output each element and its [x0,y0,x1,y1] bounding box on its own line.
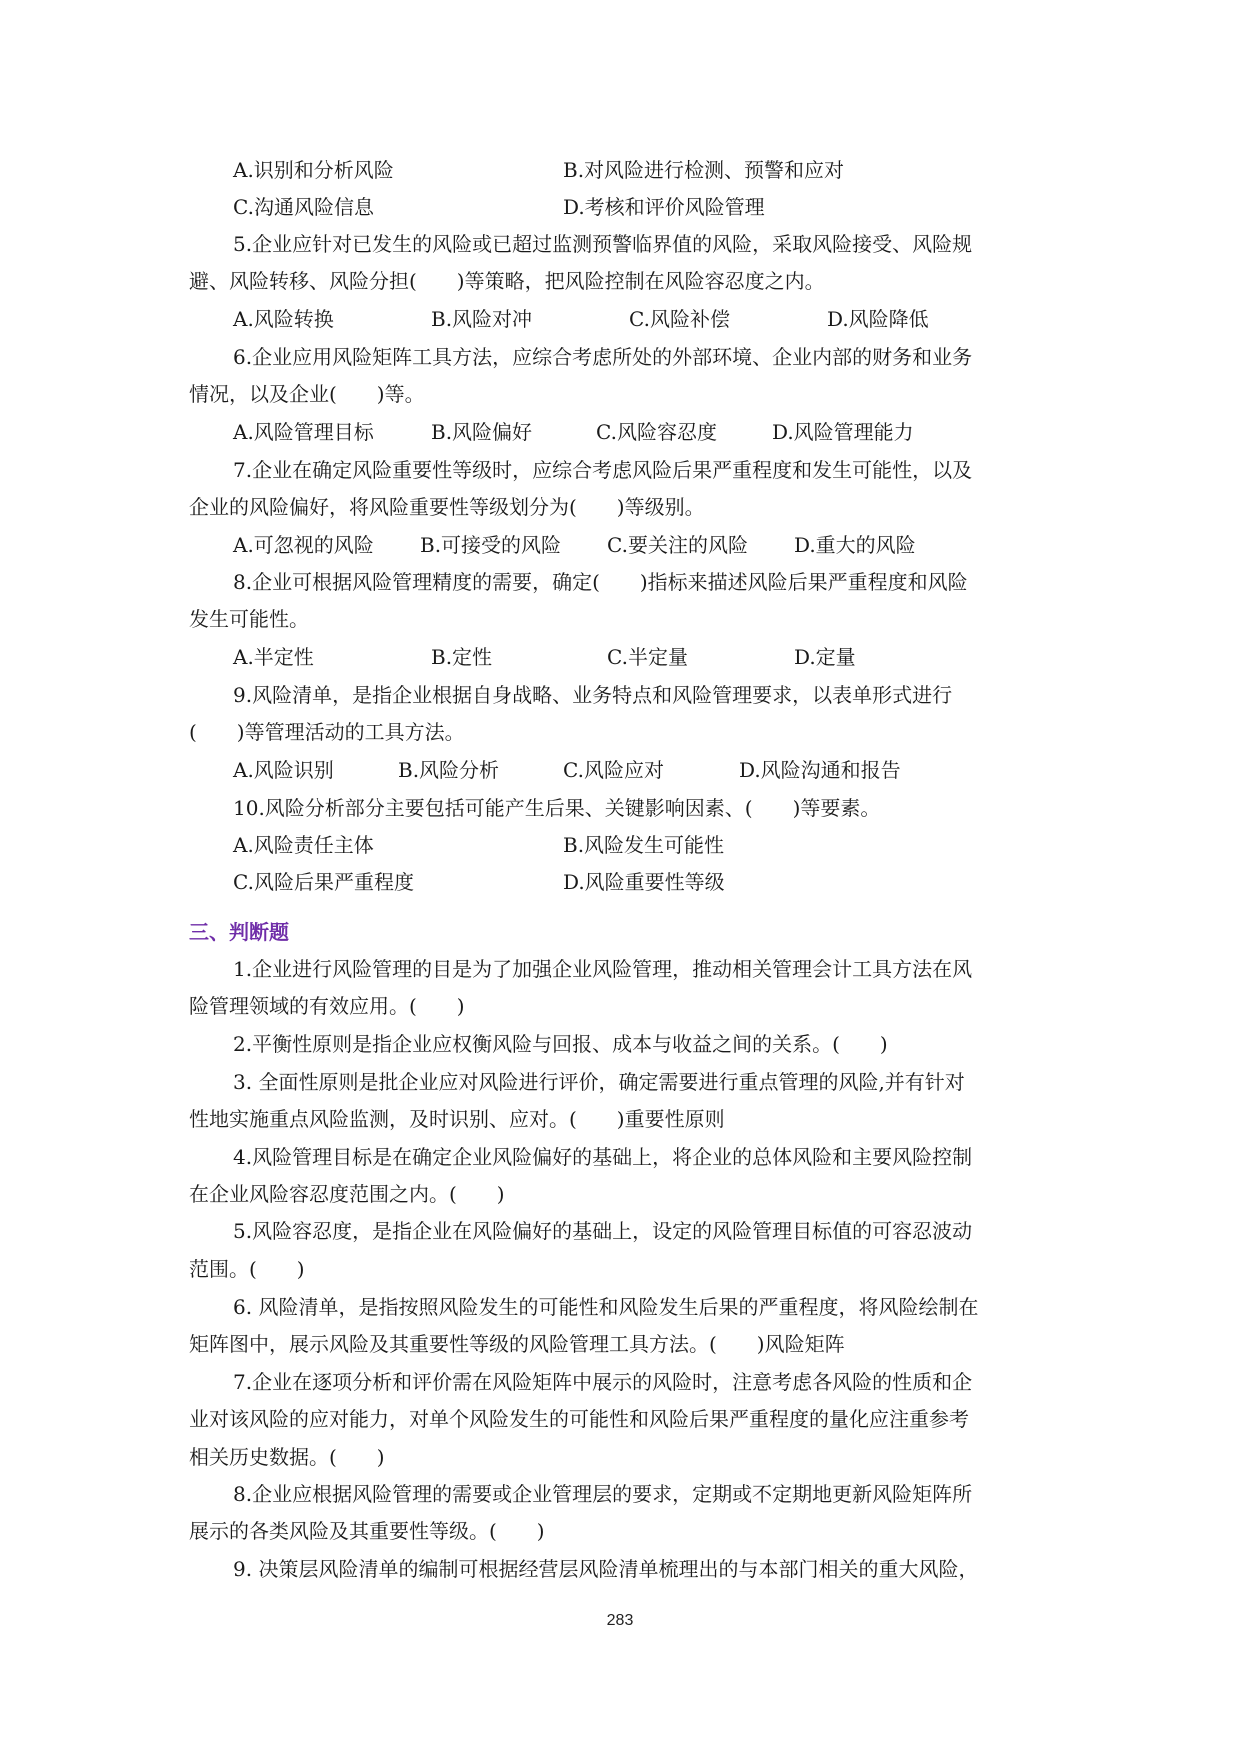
q5-line-1: 5.企业应针对已发生的风险或已超过监测预警临界值的风险，采取风险接受、风险规 [233,232,973,256]
q7-option-d: D.重大的风险 [794,533,916,557]
q6-option-c: C.风险容忍度 [596,420,717,444]
q8-line-2: 发生可能性。 [189,607,309,631]
tf-q3-line-1: 3. 全面性原则是批企业应对风险进行评价，确定需要进行重点管理的风险,并有针对 [233,1070,965,1094]
q9-line-1: 9.风险清单，是指企业根据自身战略、业务特点和风险管理要求，以表单形式进行 [233,683,953,707]
q8-option-d: D.定量 [794,645,856,669]
q9-option-c: C.风险应对 [563,758,664,782]
q4-option-c: C.沟通风险信息 [233,195,374,219]
q6-line-2: 情况，以及企业( )等。 [189,382,425,406]
tf-q8-line-2: 展示的各类风险及其重要性等级。( ) [189,1519,545,1543]
q7-option-c: C.要关注的风险 [607,533,748,557]
q7-line-1: 7.企业在确定风险重要性等级时，应综合考虑风险后果严重程度和发生可能性，以及 [233,458,973,482]
page-number: 283 [606,1612,634,1629]
q7-option-b: B.可接受的风险 [420,533,562,557]
tf-q7-line-3: 相关历史数据。( ) [189,1445,385,1469]
q6-option-b: B.风险偏好 [431,420,533,444]
q5-option-b: B.风险对冲 [431,307,533,331]
tf-q5-line-2: 范围。( ) [189,1257,305,1281]
q5-option-a: A.风险转换 [233,307,334,331]
tf-q4-line-2: 在企业风险容忍度范围之内。( ) [189,1182,505,1206]
tf-q7-line-2: 业对该风险的应对能力，对单个风险发生的可能性和风险后果严重程度的量化应注重参考 [189,1407,969,1431]
q6-line-1: 6.企业应用风险矩阵工具方法，应综合考虑所处的外部环境、企业内部的财务和业务 [233,345,973,369]
q8-option-a: A.半定性 [233,645,314,669]
q10-line-1: 10.风险分析部分主要包括可能产生后果、关键影响因素、( )等要素。 [233,796,881,820]
q10-option-c: C.风险后果严重程度 [233,870,414,894]
q9-option-d: D.风险沟通和报告 [739,758,901,782]
tf-q4-line-1: 4.风险管理目标是在确定企业风险偏好的基础上，将企业的总体风险和主要风险控制 [233,1145,973,1169]
q9-option-b: B.风险分析 [398,758,500,782]
q10-option-a: A.风险责任主体 [233,833,374,857]
q9-line-2: ( )等管理活动的工具方法。 [189,720,465,744]
q6-option-d: D.风险管理能力 [772,420,914,444]
tf-q6-line-2: 矩阵图中，展示风险及其重要性等级的风险管理工具方法。( )风险矩阵 [189,1332,845,1356]
tf-q6-line-1: 6. 风险清单，是指按照风险发生的可能性和风险发生后果的严重程度，将风险绘制在 [233,1295,979,1319]
tf-q3-line-2: 性地实施重点风险监测，及时识别、应对。( )重要性原则 [189,1107,725,1131]
q5-option-d: D.风险降低 [827,307,929,331]
tf-q9-line-1: 9. 决策层风险清单的编制可根据经营层风险清单梳理出的与本部门相关的重大风险， [233,1557,979,1581]
q5-line-2: 避、风险转移、风险分担( )等策略，把风险控制在风险容忍度之内。 [189,269,825,293]
q8-line-1: 8.企业可根据风险管理精度的需要，确定( )指标来描述风险后果严重程度和风险 [233,570,968,594]
tf-q5-line-1: 5.风险容忍度，是指企业在风险偏好的基础上，设定的风险管理目标值的可容忍波动 [233,1219,973,1243]
section-heading-true-false: 三、判断题 [189,920,289,944]
tf-q1-line-2: 险管理领域的有效应用。( ) [189,994,465,1018]
q8-option-c: C.半定量 [607,645,688,669]
q5-option-c: C.风险补偿 [629,307,730,331]
q4-option-b: B.对风险进行检测、预警和应对 [563,158,845,182]
q7-option-a: A.可忽视的风险 [233,533,374,557]
q6-option-a: A.风险管理目标 [233,420,374,444]
q8-option-b: B.定性 [431,645,493,669]
q10-option-d: D.风险重要性等级 [563,870,725,894]
q4-option-a: A.识别和分析风险 [233,158,394,182]
tf-q2-line-1: 2.平衡性原则是指企业应权衡风险与回报、成本与收益之间的关系。( ) [233,1032,888,1056]
q7-line-2: 企业的风险偏好，将风险重要性等级划分为( )等级别。 [189,495,705,519]
tf-q1-line-1: 1.企业进行风险管理的目是为了加强企业风险管理，推动相关管理会计工具方法在风 [233,957,973,981]
q10-option-b: B.风险发生可能性 [563,833,725,857]
q9-option-a: A.风险识别 [233,758,334,782]
tf-q8-line-1: 8.企业应根据风险管理的需要或企业管理层的要求，定期或不定期地更新风险矩阵所 [233,1482,973,1506]
tf-q7-line-1: 7.企业在逐项分析和评价需在风险矩阵中展示的风险时，注意考虑各风险的性质和企 [233,1370,973,1394]
q4-option-d: D.考核和评价风险管理 [563,195,765,219]
